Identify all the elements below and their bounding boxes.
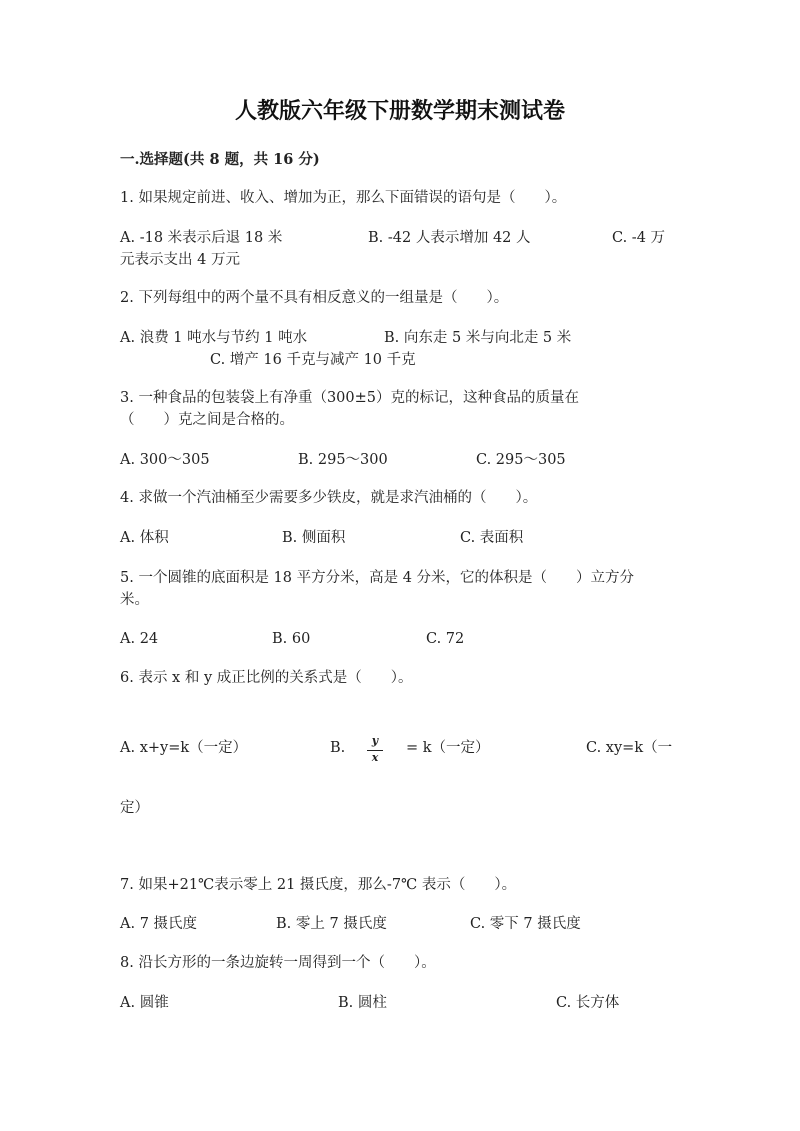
question-8-option-b: B. 圆柱 [338,995,387,1011]
question-8-stem: 8. 沿长方形的一条边旋转一周得到一个（ ）。 [120,955,436,971]
question-2-option-a: A. 浪费 1 吨水与节约 1 吨水 [120,330,308,346]
section-heading: 一.选择题(共 8 题，共 16 分) [120,151,320,168]
question-3-stem-continued: （ ）克之间是合格的。 [120,412,294,428]
page-title: 人教版六年级下册数学期末测试卷 [234,98,565,124]
question-7-stem: 7. 如果+21℃表示零上 21 摄氏度，那么-7℃ 表示（ ）。 [120,877,517,893]
question-6-stem: 6. 表示 x 和 y 成正比例的关系式是（ ）。 [120,670,413,686]
question-1-stem: 1. 如果规定前进、收入、增加为正，那么下面错误的语句是（ ）。 [120,190,567,206]
question-5-stem-continued: 米。 [120,592,149,608]
question-2-stem: 2. 下列每组中的两个量不具有相反意义的一组量是（ ）。 [120,290,509,306]
fraction-denominator: x [371,751,379,764]
question-8-option-a: A. 圆锥 [120,995,169,1011]
question-7-option-a: A. 7 摄氏度 [120,916,198,932]
question-2-option-b: B. 向东走 5 米与向北走 5 米 [384,330,572,346]
question-3-stem: 3. 一种食品的包装袋上有净重（300±5）克的标记，这种食品的质量在 [120,390,579,406]
question-1-option-c-continued: 元表示支出 4 万元 [120,252,240,268]
question-6-option-a: A. x+y=k（一定） [120,740,248,756]
question-6-option-b-label: B. [330,740,346,756]
question-6-option-b-rest: = k（一定） [406,740,490,756]
question-5-stem: 5. 一个圆锥的底面积是 18 平方分米，高是 4 分米，它的体积是（ ）立方分 [120,570,635,586]
question-3-option-c: C. 295～305 [476,452,566,468]
question-1-option-c: C. -4 万 [612,230,666,246]
question-1-option-b: B. -42 人表示增加 42 人 [368,230,531,246]
question-6-option-c-continued: 定） [120,800,149,816]
question-4-option-c: C. 表面积 [460,530,524,546]
question-6-option-b-fraction [362,734,388,770]
question-3-option-a: A. 300～305 [120,452,210,468]
question-5-option-b: B. 60 [272,631,311,647]
question-7-option-b: B. 零上 7 摄氏度 [276,916,387,932]
question-7-option-c: C. 零下 7 摄氏度 [470,916,581,932]
question-5-option-c: C. 72 [426,631,465,647]
question-6-option-c: C. xy=k（一 [586,740,673,756]
question-5-option-a: A. 24 [120,631,159,647]
question-4-stem: 4. 求做一个汽油桶至少需要多少铁皮，就是求汽油桶的（ ）。 [120,490,538,506]
fraction-numerator: y [371,734,379,747]
question-8-option-c: C. 长方体 [556,995,620,1011]
question-3-option-b: B. 295～300 [298,452,388,468]
question-2-option-c: C. 增产 16 千克与减产 10 千克 [210,352,416,368]
question-1-option-a: A. -18 米表示后退 18 米 [120,230,283,246]
question-4-option-b: B. 侧面积 [282,530,346,546]
question-4-option-a: A. 体积 [120,530,169,546]
